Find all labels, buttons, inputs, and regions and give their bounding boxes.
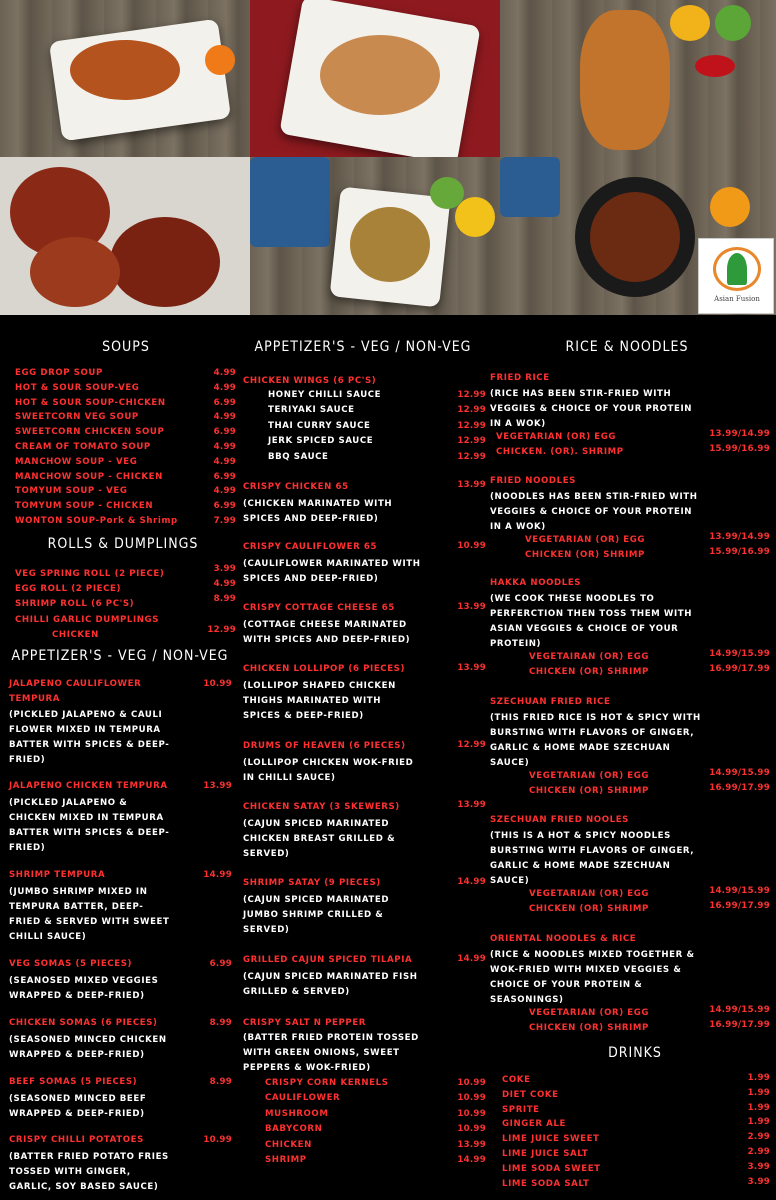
appetizer-desc: (LOLLIPOP CHICKEN WOK-FRIED IN CHILLI SAUCE) bbox=[243, 758, 414, 783]
roll-item-name: VEG SPRING ROLL (2 PIECE) bbox=[15, 569, 165, 579]
salt-pepper-price: 10.99 bbox=[457, 1093, 486, 1104]
soup-item-price: 6.99 bbox=[213, 427, 236, 438]
soup-item-price: 6.99 bbox=[213, 501, 236, 512]
soup-item-price: 6.99 bbox=[213, 471, 236, 482]
rice-option: CHICKEN (OR) SHRIMP bbox=[529, 786, 649, 796]
soup-item-name: TOMYUM SOUP - CHICKEN bbox=[15, 501, 154, 512]
rice-item-desc: (NOODLES HAS BEEN STIR-FRIED WITH VEGGIES & CHOICE OF YOUR PROTEIN IN A WOK) bbox=[490, 492, 698, 532]
appetizer-name: SHRIMP SATAY (9 PIECES) bbox=[243, 878, 381, 888]
drink-price: 3.99 bbox=[747, 1161, 770, 1172]
salt-pepper-desc: (BATTER FRIED PROTEIN TOSSED WITH GREEN ONIONS, SWEET PEPPERS & WOK-FRIED) bbox=[243, 1033, 419, 1073]
appetizer-desc: (BATTER FRIED POTATO FRIES TOSSED WITH GINGER, GARLIC, SOY BASED SAUCE) bbox=[9, 1152, 169, 1192]
appetizer-desc: (PICKLED JALAPENO & CHICKEN MIXED IN TEMPURA BATTER WITH SPICES & DEEP-FRIED) bbox=[9, 798, 170, 853]
appetizer-name: CRISPY CHILLI POTATOES bbox=[9, 1135, 144, 1145]
roll-item-price: 8.99 bbox=[213, 594, 236, 604]
roll-item-name-2: CHICKEN bbox=[52, 630, 99, 640]
rice-option-price: 13.99/14.99 bbox=[709, 532, 770, 542]
salt-pepper-price: 10.99 bbox=[457, 1078, 486, 1088]
appetizer-desc: (SEASONED MINCED BEEF WRAPPED & DEEP-FRIED) bbox=[9, 1094, 147, 1119]
rice-option-price: 15.99/16.99 bbox=[709, 444, 770, 454]
soup-item-name: SWEETCORN VEG SOUP bbox=[15, 412, 139, 423]
soup-item-price: 4.99 bbox=[213, 368, 236, 378]
roll-item-name: CHILLI GARLIC DUMPLINGS bbox=[15, 615, 160, 625]
rice-item-desc: (WE COOK THESE NOODLES TO PERFERCTION THEN TOSS THEM WITH ASIAN VEGGIES & CHOICE OF YOUR PROTEIN) bbox=[490, 594, 693, 649]
soup-item-price: 4.99 bbox=[213, 486, 236, 497]
menu-board bbox=[0, 315, 776, 1200]
appetizers-left-heading: APPETIZER'S - VEG / NON-VEG bbox=[11, 648, 229, 664]
wing-sauce-name: BBQ SAUCE bbox=[268, 451, 329, 462]
appetizer-desc: (JUMBO SHRIMP MIXED IN TEMPURA BATTER, DEEP-FRIED & SERVED WITH SWEET CHILLI SAUCE) bbox=[9, 887, 170, 942]
logo-text: Asian Fusion bbox=[714, 295, 760, 303]
appetizer-name: GRILLED CAJUN SPICED TILAPIA bbox=[243, 955, 413, 965]
appetizer-name: SHRIMP TEMPURA bbox=[9, 870, 106, 880]
wing-sauce-price: 12.99 bbox=[457, 390, 486, 400]
appetizer-name: VEG SOMAS (5 PIECES) bbox=[9, 959, 133, 969]
rice-option-price: 14.99/15.99 bbox=[709, 768, 770, 778]
drinks-heading: DRINKS bbox=[608, 1045, 662, 1061]
appetizer-price: 13.99 bbox=[203, 781, 232, 791]
soup-item-name: EGG DROP SOUP bbox=[15, 368, 103, 378]
soups-heading: SOUPS bbox=[102, 339, 150, 355]
appetizer-name: CHICKEN SATAY (3 SKEWERS) bbox=[243, 802, 400, 812]
appetizer-name-2: TEMPURA bbox=[9, 694, 61, 704]
drink-name: LIME JUICE SALT bbox=[502, 1149, 589, 1159]
soup-item-name: CREAM OF TOMATO SOUP bbox=[15, 442, 151, 452]
appetizer-name: CHICKEN LOLLIPOP (6 PIECES) bbox=[243, 664, 405, 674]
rice-option-price: 16.99/17.99 bbox=[709, 664, 770, 674]
rice-option-price: 16.99/17.99 bbox=[709, 783, 770, 793]
salt-pepper-option: CHICKEN bbox=[265, 1139, 312, 1150]
drink-price: 2.99 bbox=[747, 1132, 770, 1143]
food-photo-fish bbox=[500, 0, 776, 157]
drink-price: 3.99 bbox=[747, 1176, 770, 1187]
rice-option: CHICKEN (OR) SHRIMP bbox=[525, 550, 645, 560]
appetizer-price: 14.99 bbox=[457, 954, 486, 964]
drink-name: LIME SODA SWEET bbox=[502, 1163, 601, 1174]
wing-sauce-price: 12.99 bbox=[457, 436, 486, 447]
wing-sauce-price: 12.99 bbox=[457, 405, 486, 416]
appetizer-name: JALAPENO CHICKEN TEMPURA bbox=[9, 781, 168, 791]
rice-item-desc: (RICE HAS BEEN STIR-FRIED WITH VEGGIES & CHOICE OF YOUR PROTEIN IN A WOK) bbox=[490, 389, 693, 429]
appetizer-desc: (CHICKEN MARINATED WITH SPICES AND DEEP-FRIED) bbox=[243, 499, 393, 524]
rice-option: VEGETARIAN (OR) EGG bbox=[529, 889, 650, 899]
logo-tree-icon bbox=[727, 253, 747, 285]
appetizer-price: 8.99 bbox=[209, 1077, 232, 1087]
salt-pepper-option: MUSHROOM bbox=[265, 1108, 329, 1119]
wing-sauce-price: 12.99 bbox=[457, 451, 486, 462]
drink-name: LIME JUICE SWEET bbox=[502, 1134, 600, 1145]
appetizer-price: 10.99 bbox=[203, 679, 232, 689]
rice-option: CHICKEN (OR) SHRIMP bbox=[529, 1023, 649, 1033]
appetizer-desc: (COTTAGE CHEESE MARINATED WITH SPICES AND DEEP-FRIED) bbox=[243, 620, 411, 645]
rice-item-name: FRIED NOODLES bbox=[490, 476, 576, 486]
rolls-heading: ROLLS & DUMPLINGS bbox=[47, 536, 199, 552]
rice-option-price: 16.99/17.99 bbox=[709, 901, 770, 911]
salt-pepper-option: BABYCORN bbox=[265, 1124, 323, 1135]
drink-name: LIME SODA SALT bbox=[502, 1178, 590, 1189]
soup-item-price: 4.99 bbox=[213, 456, 236, 467]
appetizer-name: CHICKEN SOMAS (6 PIECES) bbox=[9, 1018, 158, 1028]
wing-sauce-name: HONEY CHILLI SAUCE bbox=[268, 390, 382, 400]
wings-name: CHICKEN WINGS (6 PC'S) bbox=[243, 376, 377, 386]
rice-option: VEGETAIRAN (OR) EGG bbox=[529, 652, 650, 662]
rice-option-price: 14.99/15.99 bbox=[709, 1005, 770, 1015]
salt-pepper-price: 13.99 bbox=[457, 1139, 486, 1150]
appetizer-name: JALAPENO CAULIFLOWER bbox=[9, 679, 142, 689]
salt-pepper-price: 10.99 bbox=[457, 1108, 486, 1119]
photo-collage bbox=[0, 0, 776, 315]
wing-sauce-name: TERIYAKI SAUCE bbox=[268, 405, 355, 416]
roll-item-price: 12.99 bbox=[207, 625, 236, 635]
appetizer-price: 6.99 bbox=[209, 959, 232, 969]
soup-item-name: MANCHOW SOUP - VEG bbox=[15, 456, 138, 467]
food-photo-fried-rice bbox=[250, 157, 500, 315]
soup-item-name: HOT & SOUR SOUP-VEG bbox=[15, 382, 140, 393]
appetizer-name: CRISPY CAULIFLOWER 65 bbox=[243, 542, 378, 552]
soup-item-name: TOMYUM SOUP - VEG bbox=[15, 486, 128, 497]
soup-item-price: 7.99 bbox=[213, 516, 236, 526]
soup-item-price: 4.99 bbox=[213, 412, 236, 423]
salt-pepper-option: SHRIMP bbox=[265, 1155, 307, 1165]
appetizer-desc: (SEASONED MINCED CHICKEN WRAPPED & DEEP-FRIED) bbox=[9, 1035, 167, 1060]
appetizer-name: CRISPY CHICKEN 65 bbox=[243, 482, 349, 492]
drink-price: 1.99 bbox=[747, 1087, 770, 1098]
roll-item-price: 4.99 bbox=[213, 579, 236, 589]
appetizer-price: 13.99 bbox=[457, 663, 486, 673]
appetizer-price: 13.99 bbox=[457, 602, 486, 612]
roll-item-name: SHRIMP ROLL (6 PC'S) bbox=[15, 599, 135, 609]
salt-pepper-name: CRISPY SALT N PEPPER bbox=[243, 1018, 367, 1028]
rice-option: CHICKEN (OR) SHRIMP bbox=[529, 904, 649, 914]
appetizer-desc: (PICKLED JALAPENO & CAULI FLOWER MIXED IN TEMPURA BATTER WITH SPICES & DEEP-FRIED) bbox=[9, 710, 170, 765]
salt-pepper-option: CAULIFLOWER bbox=[265, 1093, 341, 1104]
rice-item-name: SZECHUAN FRIED RICE bbox=[490, 697, 611, 707]
drink-price: 1.99 bbox=[747, 1073, 770, 1083]
soup-item-name: SWEETCORN CHICKEN SOUP bbox=[15, 427, 165, 438]
appetizer-price: 10.99 bbox=[203, 1135, 232, 1145]
appetizer-name: BEEF SOMAS (5 PIECES) bbox=[9, 1077, 138, 1087]
rice-option: VEGETARIAN (OR) EGG bbox=[525, 535, 646, 545]
appetizer-price: 14.99 bbox=[203, 870, 232, 880]
drink-price: 1.99 bbox=[747, 1102, 770, 1113]
food-photo-skewers bbox=[0, 0, 250, 157]
food-photo-shrimp bbox=[250, 0, 500, 157]
appetizer-desc: (CAJUN SPICED MARINATED JUMBO SHRIMP CRILLED & SERVED) bbox=[243, 895, 390, 935]
rice-item-name: ORIENTAL NOODLES & RICE bbox=[490, 934, 637, 944]
appetizer-desc: (LOLLIPOP SHAPED CHICKEN THIGHS MARINATED WITH SPICES & DEEP-FRIED) bbox=[243, 681, 396, 721]
rice-option-price: 13.99/14.99 bbox=[709, 429, 770, 439]
food-photo-lollipop bbox=[0, 157, 250, 315]
roll-item-price: 3.99 bbox=[213, 564, 236, 574]
drink-name: GINGER ALE bbox=[502, 1119, 566, 1130]
appetizer-desc: (SEANOSED MIXED VEGGIES WRAPPED & DEEP-FRIED) bbox=[9, 976, 159, 1001]
rice-item-desc: (RICE & NOODLES MIXED TOGETHER & WOK-FRIED WITH MIXED VEGGIES & CHOICE OF YOUR PROTEIN & SEASONINGS) bbox=[490, 950, 695, 1005]
rice-option: VEGETARIAN (OR) EGG bbox=[529, 1008, 650, 1018]
rice-option-price: 14.99/15.99 bbox=[709, 886, 770, 896]
appetizer-price: 12.99 bbox=[457, 740, 486, 750]
rice-item-desc: (THIS FRIED RICE IS HOT & SPICY WITH BURSTING WITH FLAVORS OF GINGER, GARLIC & HOME MADE SZECHUAN SAUCE) bbox=[490, 713, 701, 768]
drink-price: 2.99 bbox=[747, 1147, 770, 1157]
rice-option: VEGETARIAN (OR) EGG bbox=[496, 432, 617, 442]
rice-option-price: 16.99/17.99 bbox=[709, 1020, 770, 1030]
soup-item-name: HOT & SOUR SOUP-CHICKEN bbox=[15, 397, 166, 408]
drink-name: DIET COKE bbox=[502, 1089, 559, 1100]
salt-pepper-price: 14.99 bbox=[457, 1155, 486, 1165]
wing-sauce-price: 12.99 bbox=[457, 420, 486, 431]
appetizer-name: DRUMS OF HEAVEN (6 PIECES) bbox=[243, 741, 406, 751]
appetizer-desc: (CAULIFLOWER MARINATED WITH SPICES AND DEEP-FRIED) bbox=[243, 559, 421, 584]
rice-heading: RICE & NOODLES bbox=[565, 339, 689, 355]
rice-option-price: 14.99/15.99 bbox=[709, 649, 770, 659]
drink-price: 1.99 bbox=[747, 1117, 770, 1128]
salt-pepper-price: 10.99 bbox=[457, 1124, 486, 1135]
roll-item-name: EGG ROLL (2 PIECE) bbox=[15, 584, 122, 594]
wing-sauce-name: THAI CURRY SAUCE bbox=[268, 420, 371, 431]
rice-item-name: FRIED RICE bbox=[490, 373, 550, 383]
appetizer-price: 13.99 bbox=[457, 480, 486, 490]
appetizer-price: 14.99 bbox=[457, 877, 486, 887]
appetizers-mid-heading: APPETIZER'S - VEG / NON-VEG bbox=[254, 339, 472, 355]
appetizer-desc: (CAJUN SPICED MARINATED FISH GRILLED & SERVED) bbox=[243, 972, 418, 997]
soup-item-price: 6.99 bbox=[213, 397, 236, 408]
appetizer-price: 10.99 bbox=[457, 541, 486, 551]
rice-option-price: 15.99/16.99 bbox=[709, 547, 770, 557]
soup-item-price: 4.99 bbox=[213, 442, 236, 452]
soup-item-price: 4.99 bbox=[213, 382, 236, 393]
restaurant-logo bbox=[698, 238, 774, 314]
drink-name: COKE bbox=[502, 1075, 531, 1085]
appetizer-name: CRISPY COTTAGE CHEESE 65 bbox=[243, 603, 395, 613]
wing-sauce-name: JERK SPICED SAUCE bbox=[268, 436, 374, 447]
soup-item-name: WONTON SOUP-Pork & Shrimp bbox=[15, 516, 178, 526]
appetizer-desc: (CAJUN SPICED MARINATED CHICKEN BREAST GRILLED & SERVED) bbox=[243, 819, 396, 859]
drink-name: SPRITE bbox=[502, 1104, 540, 1115]
appetizer-price: 13.99 bbox=[457, 800, 486, 810]
rice-option: CHICKEN. (OR). SHRIMP bbox=[496, 447, 624, 457]
rice-item-name: HAKKA NOODLES bbox=[490, 578, 582, 588]
rice-item-name: SZECHUAN FRIED NOOLES bbox=[490, 815, 629, 825]
rice-option: CHICKEN (OR) SHRIMP bbox=[529, 667, 649, 677]
appetizer-price: 8.99 bbox=[209, 1018, 232, 1028]
soup-item-name: MANCHOW SOUP - CHICKEN bbox=[15, 471, 163, 482]
salt-pepper-option: CRISPY CORN KERNELS bbox=[265, 1078, 389, 1088]
rice-option: VEGETARIAN (OR) EGG bbox=[529, 771, 650, 781]
rice-item-desc: (THIS IS A HOT & SPICY NOODLES BURSTING WITH FLAVORS OF GINGER, GARLIC & HOME MADE SZECHUAN SAUCE) bbox=[490, 831, 695, 886]
